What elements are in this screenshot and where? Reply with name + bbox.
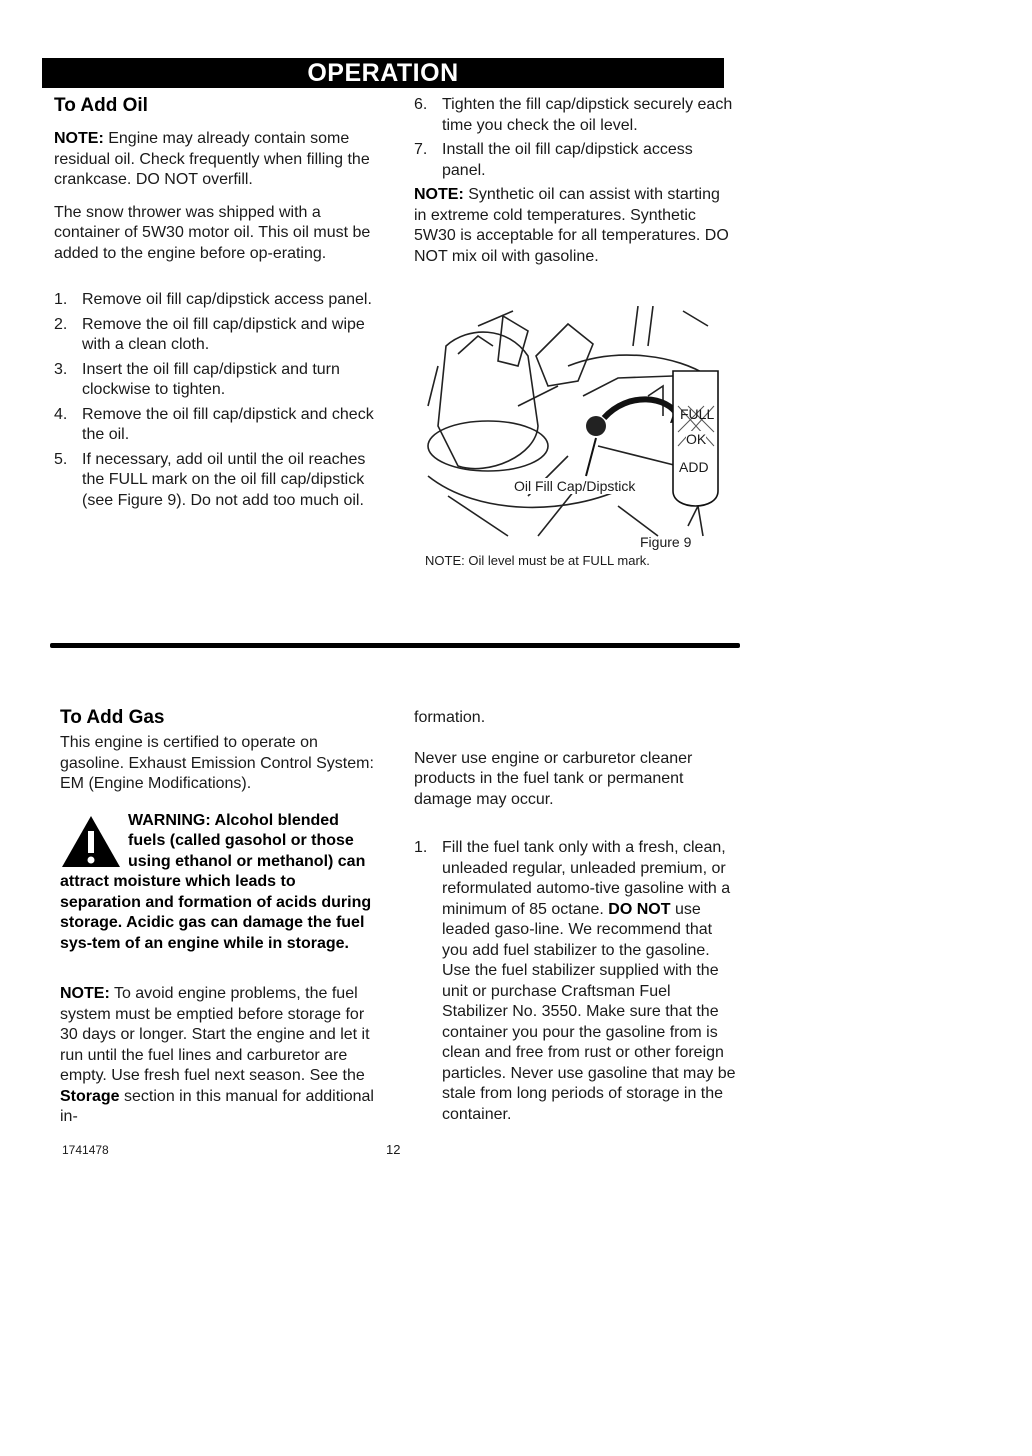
figure-9-illustration bbox=[418, 306, 724, 552]
step-number: 6. bbox=[414, 96, 428, 113]
note-label: NOTE: bbox=[414, 186, 464, 203]
arrow-icon bbox=[604, 399, 678, 418]
note-text: Synthetic oil can assist with starting in extreme cold temperatures. Synthetic 5W30 is acceptable for all temperatures. DO NOT mix oil with gasoline. bbox=[414, 186, 729, 265]
part-number: 1741478 bbox=[62, 1143, 109, 1157]
add-gas-right-column bbox=[414, 708, 736, 1129]
step-number: 1. bbox=[414, 839, 428, 856]
add-oil-left-column bbox=[54, 95, 384, 515]
figure-number: Figure 9 bbox=[640, 534, 692, 550]
step-text: Remove the oil fill cap/dipstick and wipe with a clean cloth. bbox=[82, 315, 365, 353]
oil-steps-list-a bbox=[54, 290, 384, 511]
step-text: Remove the oil fill cap/dipstick and check the oil. bbox=[82, 405, 374, 443]
gas-note-text-b: section in this manual for additional in- bbox=[60, 1087, 374, 1125]
gauge-ok-label: OK bbox=[686, 431, 707, 447]
oil-fill-cap bbox=[586, 416, 606, 436]
oil-note bbox=[54, 129, 384, 191]
gauge-add-label: ADD bbox=[679, 459, 709, 475]
step-text: If necessary, add oil until the oil reaches the FULL mark on the oil fill cap/dipstick (see Figure 9). Do not add too much oil. bbox=[82, 450, 366, 509]
list-item bbox=[414, 140, 734, 181]
section-divider bbox=[50, 643, 740, 648]
do-not-emphasis: DO NOT bbox=[608, 900, 671, 918]
gauge-full-label: FULL bbox=[680, 406, 715, 422]
oil-note-label: NOTE: bbox=[54, 130, 104, 147]
add-oil-right-column bbox=[414, 95, 734, 267]
warning-text: WARNING: Alcohol blended fuels (called gasohol or those using ethanol or methanol) can attract moisture which leads to separation and formation of acids during storage. Acidic gas can damage the fuel sys-tem of an engine while in storage. bbox=[60, 811, 372, 952]
list-item bbox=[54, 405, 384, 446]
add-oil-heading: To Add Oil bbox=[54, 95, 148, 116]
step-text: Insert the oil fill cap/dipstick and turn clockwise to tighten. bbox=[82, 360, 340, 398]
oil-note-text: Engine may already contain some residual oil. Check frequently when filling the crankcase. DO NOT overfill. bbox=[54, 130, 370, 188]
list-item bbox=[54, 315, 384, 356]
list-item bbox=[414, 95, 734, 136]
step-number: 1. bbox=[54, 291, 68, 308]
list-item bbox=[414, 838, 736, 1125]
step-number: 2. bbox=[54, 315, 68, 333]
step-number: 3. bbox=[54, 360, 68, 378]
step-number: 4. bbox=[54, 405, 68, 423]
step-number: 5. bbox=[54, 450, 68, 468]
gas-note-label: NOTE: bbox=[60, 985, 110, 1002]
storage-reference: Storage bbox=[60, 1087, 120, 1105]
step-text-a: Fill the fuel tank only with a fresh, clean, unleaded regular, unleaded premium, or reformulated automo-tive gasoline with a minimum of 85 octane. bbox=[442, 839, 731, 918]
warning-icon bbox=[60, 813, 122, 869]
list-item bbox=[54, 360, 384, 401]
engine-dipstick-drawing bbox=[418, 306, 724, 552]
add-gas-left-column bbox=[60, 707, 380, 1128]
list-item bbox=[54, 450, 384, 512]
synthetic-oil-note bbox=[414, 185, 734, 267]
step-text: Install the oil fill cap/dipstick access panel. bbox=[442, 141, 693, 179]
figure-caption: NOTE: Oil level must be at FULL mark. bbox=[425, 553, 650, 568]
add-gas-heading: To Add Gas bbox=[60, 707, 165, 728]
step-text-b: use leaded gaso-line. We recommend that you add fuel stabilizer to the gasoline. Use the fuel stabilizer supplied with the unit or purchase Craftsman Fuel Stabilizer No. 3550. Make sure that the container you pour the gasoline from is clean and free from rust or other foreign particles. Never use gasoline that may be stale from long periods of storage in the container. bbox=[442, 900, 736, 1123]
gas-note-text-a: To avoid engine problems, the fuel system must be emptied before storage for 30 days or longer. Start the engine and let it run until the fuel lines and carburetor are empty. Use fresh fuel next season. See the bbox=[60, 985, 370, 1084]
gas-steps-list bbox=[414, 838, 736, 1125]
page-number: 12 bbox=[386, 1142, 401, 1157]
oil-fill-cap-label: Oil Fill Cap/Dipstick bbox=[514, 478, 636, 494]
step-number: 7. bbox=[414, 141, 428, 158]
oil-intro: The snow thrower was shipped with a container of 5W30 motor oil. This oil must be added to the engine before op-erating. bbox=[54, 203, 371, 262]
list-item bbox=[54, 290, 384, 311]
cleaner-warning: Never use engine or carburetor cleaner products in the fuel tank or permanent damage may occur. bbox=[414, 749, 693, 808]
warning-block bbox=[60, 811, 380, 955]
gas-intro: This engine is certified to operate on gasoline. Exhaust Emission Control System: EM (Engine Modifications). bbox=[60, 734, 374, 792]
gas-note bbox=[60, 984, 380, 1128]
section-title-bar: OPERATION bbox=[42, 58, 724, 88]
step-text: Remove oil fill cap/dipstick access panel. bbox=[82, 291, 372, 308]
step-text: Tighten the fill cap/dipstick securely each time you check the oil level. bbox=[442, 96, 733, 134]
continued-text: formation. bbox=[414, 709, 486, 726]
oil-steps-list-b bbox=[414, 95, 734, 181]
